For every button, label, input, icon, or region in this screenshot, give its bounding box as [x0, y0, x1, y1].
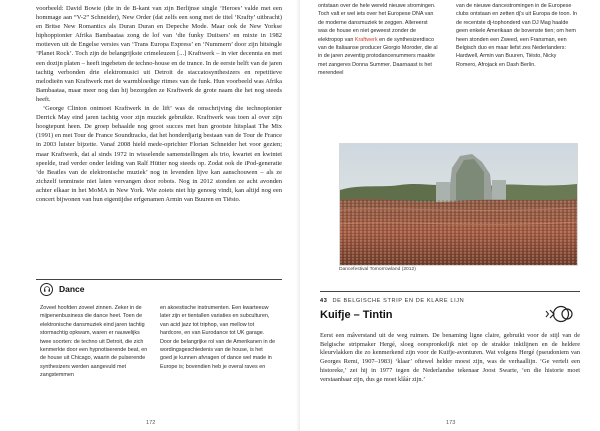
- page-number-left: 172: [146, 420, 156, 426]
- right-body-text: [320, 332, 580, 414]
- right-column-1: [318, 2, 438, 136]
- left-paragraph-1: voorbeeld: David Bowie (die in de B-kant van zijn Berlijnse single ‘Heroes’ valde met een hommage aan “V-2” Schneider), New Order (dat zelfs een song met de titel ‘Krafty’ uitbracht) en Britse New Romantics als Duran Duran en Depeche Mode. Maar ook de New Yorkse hiphoppionier Afrika Bambaataa zong de lof van ‘die funky Duitsers’ en mixte in 1982 motieven uit de Engelse versies van ‘Trans Europa Express’ en ‘Nummern’ door zijn hitsingle ‘Planet Rock’. Toch zijn de belangrijkste crimeleuzen [...] Kraftwerk – in vier decennia en met een dozijn platen – heeft ingebeten de techno-house en de trance. In de eerste helft van de jaren tachtig verbonden drie elektromusici uit Detroit de staccatosynthesizers en repetitieve melodieën van Kraftwerk met de warmbloedige ritmes van de funk. Hun voorbeeld was Afrika Bambaataa, maar meer nog dan hij bezorgden ze Kraftwerk de grote naam die het nog steeds heeft.: [36, 5, 282, 103]
- kraftwerk-highlight: Kraftwerk: [354, 36, 378, 43]
- chapter-number: 43: [320, 298, 328, 304]
- article-paragraph: Eerst een mâverstand uit de weg ruimen. De benaming ligne claire, gebruikt voor de stijl van de Belgische stripmaker Hergé, sloeg oorspronkelijk niet op de strakke inktlijnen en de heldere kleurvlakken die zo kenmerkend zijn voor de Kuifje-avonturen. Wat volgens Hergé (pseudoniem van Georges Remi, 1907–1983) ‘klaar’ oftewel helder moest zijn, was de verhaallijn. ‘Ge vertelt een historeke,’ zei hij in 1977 tegen de Nederlandse tekenaar Joost Swarte, ‘en die historie moet verstaanbaar zijn, dus ge moet klâár zijn.’: [320, 332, 580, 383]
- festival-photo: [339, 143, 578, 266]
- section-rule-right: [320, 291, 580, 292]
- right-column-2: [456, 2, 578, 136]
- section-title: Dance: [59, 284, 85, 294]
- headphones-icon: [40, 283, 53, 296]
- comic-speech-icon: [530, 303, 574, 325]
- dance-col1-text: Zoveel hoofden zoveel zinnen. Zeker in de mijpenenbusiness die dance heet. Toen de elektronische dansmuziek eind jaren tachtig stormachtig opkwam, waren er nauwelijks twee soorten: de techno uit Detroit, die zich kenmerkte door een hypnotiserende beat, en de house uit Chicago, waarin de pulserende synthesizers werden aangevuld met zangstemmen: [40, 305, 148, 379]
- left-paragraph-2: ‘George Clinton ontmoet Kraftwerk in de lift’ was de omschrijving die technopionier Derrick May eind jaren tachtig voor zijn muziek gebruikte. Kraftwerk was toen al over zijn hoogtepunt heen. De groep behaalde nog groot succes met hun grootste hitsplaat The Mix (1991) en met Tour de France Soundtracks, dat het honderdjarig bestaan van de Tour de France in 2003 luister bijzette. Vanaf 2008 hield mede-oprichter Florian Schneider het voor gezien; maar Kraftwerk, dat al sinds 1972 in wisselende samenstellingen als trio, kwartet en kwintet speelde, trad verder onder leiding van Ralf Hütter nog steeds op. Zodat ook de iPod-generatie ‘de Beatles van de elektronische muziek’ nog in levenden lijve kan aanschouwen – als ze zichzelf tenminste niet laten vervangen door robots. Nog in 2012 stonden ze acht avonden achter elkaar in het MoMA in New York. Wie zoiets niet hip genoeg vindt, kan altijd nog een concert bijwonen van hun eigentijdse erfgenamen Armin van Buuren en Tiësto.: [36, 105, 282, 203]
- dance-col2-text: en akoestische instrumenten. Een kwarteeuw later zijn er tientallen variaties en subculturen, van acid jazz tot triphop, van mellow tot hardcore, en van Eurodance tot UK garage. Door de belangrijke rol van de Amerikanen in de wordingsgeschiedenis van de house, is het goed je kunnen afvragen of dance wel made in Europe is; bovendien heb je overal raves en: [160, 305, 276, 370]
- right-col1-after: en de synthesizerdisco van de Italiaanse producer Giorgio Moroder, die al in de jaren zeventig protodancenummers maakte met zangeres Donna Summer. Daarnaast is het merendeel: [318, 36, 438, 77]
- dance-column-2: [160, 304, 276, 414]
- article-title: Kuifje – Tintin: [320, 309, 393, 321]
- dance-column-1: [40, 304, 152, 414]
- right-col2-text: van de nieuwe dancestromingen in de Europese clubs ontstaan en zetten dj’s uit Europa de toon. In de recentste dj-tophonderd van DJ Mag haalde geen enkele Amerikaan de bovenste tien; om hem heen stonden een Zweed, een Fransman, een Belgisch duo en maar liefst zes Nederlanders: Hardwell, Armin van Buuren, Tiësto, Nicky Romero, Afrojack en Dash Berlin.: [456, 3, 577, 68]
- photo-caption: Dancefestival Tomorrowland (2012): [339, 267, 416, 272]
- right-col1-before: ontstaan over de hele wereld nieuwe stromingen. Toch valt er wel iets over het Europese DNA van de moderne dansmuziek te zeggen. Allereerst was de house en niet geweest zonder de elektropop van: [318, 3, 436, 43]
- section-header-dance: [40, 280, 85, 298]
- page-number-right: 173: [446, 420, 456, 426]
- left-body-text: [36, 4, 282, 276]
- right-col1-text: [318, 2, 438, 78]
- chapter-title: DE BELGISCHE STRIP EN DE KLARE LIJN: [332, 298, 465, 304]
